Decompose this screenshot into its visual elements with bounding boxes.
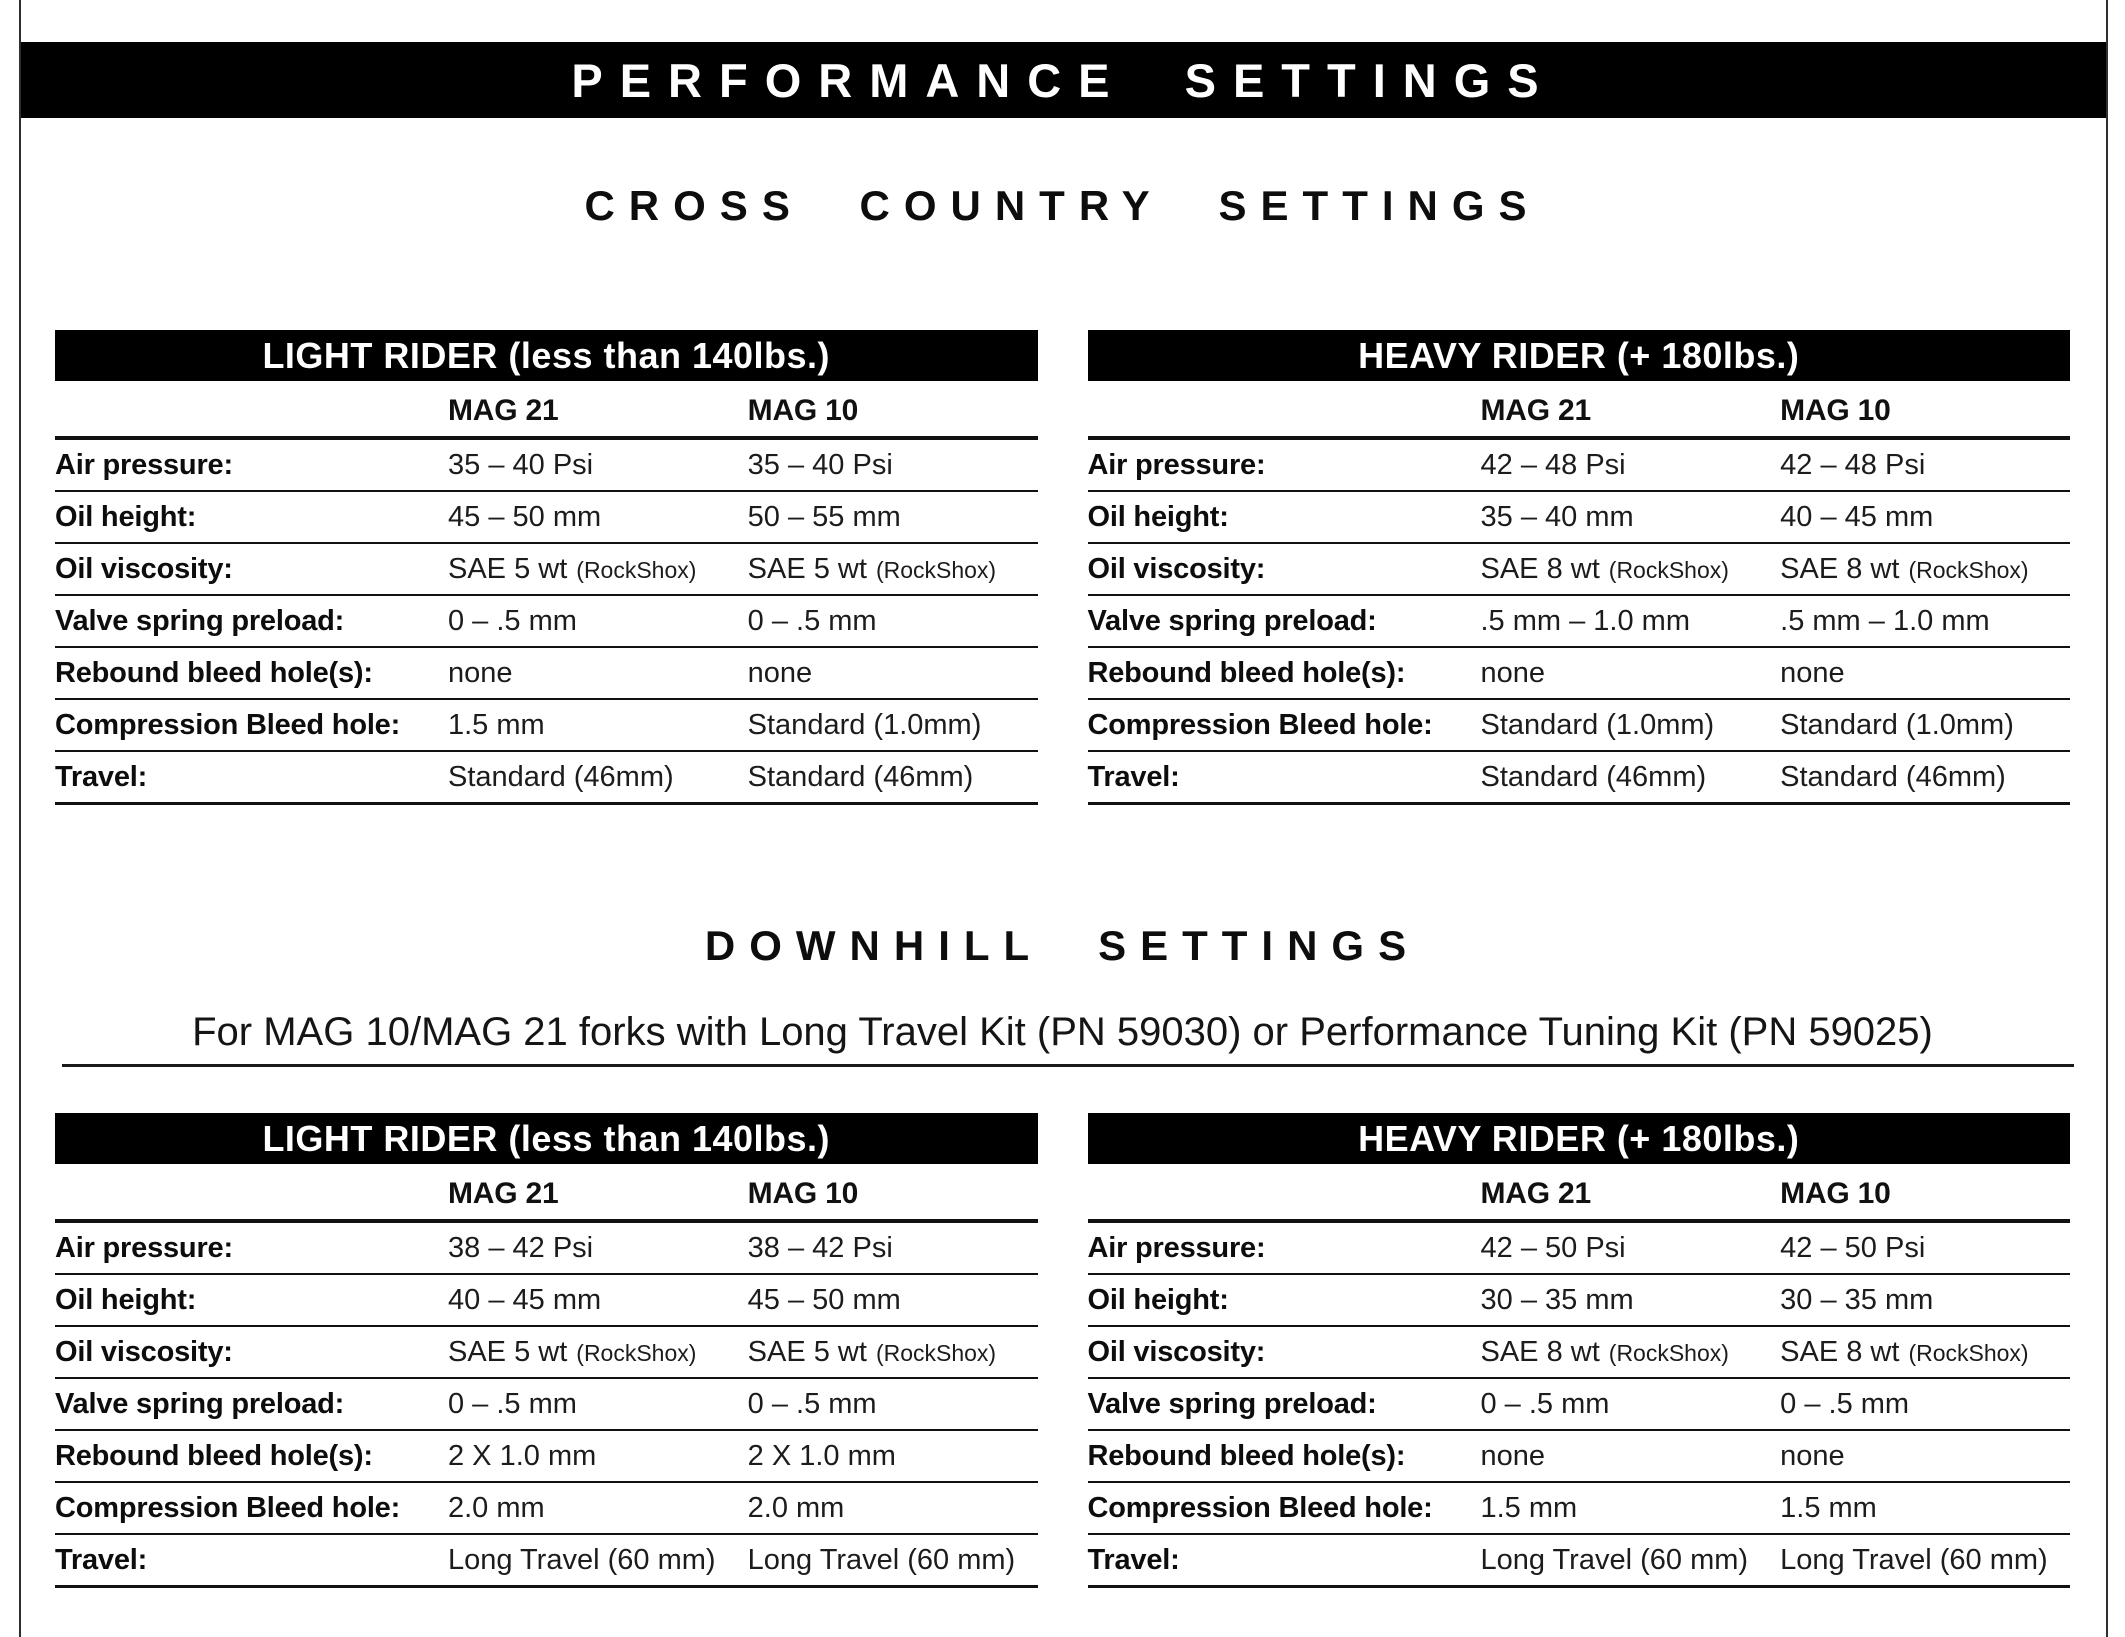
value-text: 0 – .5 mm [1480,1387,1610,1420]
value-text: none [1780,1439,1845,1472]
table-row [55,648,1038,700]
value-text: SAE 5 wt [448,552,568,585]
value-text: .5 mm – 1.0 mm [1480,604,1690,637]
mag10-value [748,449,1038,482]
table-downhill-light-rider [55,1113,1038,1588]
value-text: 35 – 40 mm [1480,500,1634,533]
table-row [1088,1327,2071,1379]
mag10-value [1780,709,2070,742]
table-row [55,1327,1038,1379]
table-row [55,700,1038,752]
column-header-mag10: MAG 10 [1780,394,1891,427]
value-note: (RockShox) [1608,556,1729,583]
row-label: Travel: [55,1543,148,1576]
table-row [1088,648,2071,700]
row-label: Travel: [1087,1543,1180,1576]
table-row [55,492,1038,544]
row-label: Valve spring preload: [1087,1387,1377,1420]
value-text: SAE 8 wt [1480,552,1600,585]
mag21-value [1481,553,1781,586]
row-label: Oil height: [55,1283,197,1316]
value-text: Standard (1.0mm) [1480,708,1715,741]
row-label: Oil height: [1087,1283,1229,1316]
value-text: 0 – .5 mm [448,1387,577,1420]
value-text: 50 – 55 mm [747,500,901,533]
value-text: 40 – 45 mm [448,1283,602,1316]
mag10-value [748,1336,1038,1369]
row-label: Rebound bleed hole(s): [55,656,373,689]
row-label: Rebound bleed hole(s): [55,1439,373,1472]
value-text: 1.5 mm [1480,1491,1578,1524]
row-label: Valve spring preload: [55,1387,345,1420]
mag10-value [1780,1336,2070,1369]
value-text: none [1480,656,1546,689]
mag21-value [448,657,748,690]
row-label: Valve spring preload: [55,604,345,637]
value-text: SAE 8 wt [1780,1335,1900,1368]
row-label: Oil height: [55,500,197,533]
divider-line [62,1064,2074,1067]
value-text: Standard (46mm) [1780,760,2006,793]
value-text: none [448,656,513,689]
row-label: Air pressure: [55,448,233,481]
mag21-value [448,761,748,794]
value-text: 0 – .5 mm [1780,1387,1910,1420]
row-label: Oil height: [1087,500,1229,533]
table-row [1088,1535,2071,1588]
value-note: (RockShox) [875,556,997,583]
mag10-value [748,553,1038,586]
value-text: Standard (1.0mm) [1780,708,2014,741]
mag21-value [448,1544,748,1577]
row-label: Air pressure: [55,1231,233,1264]
value-text: Standard (46mm) [448,760,674,793]
column-header-row [55,1164,1038,1223]
value-text: 0 – .5 mm [448,604,577,637]
mag21-value [1481,1388,1781,1421]
column-header-mag21: MAG 21 [448,1177,559,1210]
mag21-value [448,1492,748,1525]
value-text: Long Travel (60 mm) [747,1543,1016,1576]
table-row [55,544,1038,596]
value-text: 35 – 40 Psi [747,448,893,481]
table-row [1088,1275,2071,1327]
table-row [1088,1431,2071,1483]
cross-country-heading: CROSS COUNTRY SETTINGS [584,182,1541,229]
mag10-value [748,1492,1038,1525]
mag21-value [448,605,748,638]
row-label: Air pressure: [1087,448,1266,481]
table-row [55,1535,1038,1588]
mag21-value [448,709,748,742]
value-text: SAE 5 wt [747,1335,867,1368]
value-text: Standard (46mm) [747,760,974,793]
downhill-subtitle: For MAG 10/MAG 21 forks with Long Travel Kit (PN 59030) or Performance Tuning Kit (PN 59025) [192,1010,1933,1054]
mag10-value [1780,657,2070,690]
table-row [55,1431,1038,1483]
mag21-value [1481,449,1781,482]
mag21-value [448,449,748,482]
mag10-value [1780,1440,2070,1473]
table-header-bar: LIGHT RIDER (less than 140lbs.) [55,1113,1038,1164]
mag21-value [1481,1492,1781,1525]
value-text: SAE 5 wt [747,552,867,585]
mag21-value [448,553,748,586]
table-row [55,1379,1038,1431]
page-banner [21,42,2106,118]
mag21-value [448,501,748,534]
row-label: Rebound bleed hole(s): [1087,1439,1406,1472]
column-header-mag10: MAG 10 [1780,1177,1891,1210]
value-text: 38 – 42 Psi [747,1231,893,1264]
table-row [55,1483,1038,1535]
value-text: 38 – 42 Psi [448,1231,594,1264]
column-header-mag21: MAG 21 [1480,1177,1591,1210]
column-header-mag10: MAG 10 [747,1177,859,1210]
value-note: (RockShox) [1908,1339,2029,1366]
mag10-value [1780,1492,2070,1525]
mag10-value [748,709,1038,742]
value-text: 35 – 40 Psi [448,448,594,481]
mag10-value [748,1440,1038,1473]
row-label: Compression Bleed hole: [55,1491,401,1524]
row-label: Oil viscosity: [55,552,233,585]
row-label: Rebound bleed hole(s): [1087,656,1406,689]
mag21-value [1481,1440,1781,1473]
row-label: Compression Bleed hole: [1087,708,1433,741]
column-header-row [1088,1164,2071,1223]
mag10-value [748,501,1038,534]
value-text: 45 – 50 mm [448,500,602,533]
value-text: 1.5 mm [1780,1491,1877,1524]
mag10-value [748,1284,1038,1317]
value-text: 2 X 1.0 mm [747,1439,896,1472]
table-header-bar: HEAVY RIDER (+ 180lbs.) [1088,330,2071,381]
value-text: SAE 8 wt [1480,1335,1600,1368]
value-text: 42 – 48 Psi [1480,448,1626,481]
value-text: Standard (1.0mm) [747,708,982,741]
row-label: Travel: [55,760,148,793]
mag10-value [1780,501,2070,534]
mag21-value [1481,761,1781,794]
value-text: SAE 5 wt [448,1335,568,1368]
mag10-value [748,605,1038,638]
row-label: Oil viscosity: [55,1335,233,1368]
table-row [55,440,1038,492]
table-row [1088,752,2071,805]
mag10-value [1780,1544,2070,1577]
row-label: Air pressure: [1087,1231,1266,1264]
row-label: Oil viscosity: [1087,1335,1266,1368]
value-text: 2.0 mm [448,1491,545,1524]
mag21-value [1481,1336,1781,1369]
value-text: SAE 8 wt [1780,552,1900,585]
value-text: .5 mm – 1.0 mm [1780,604,1990,637]
mag21-value [1481,709,1781,742]
downhill-heading: DOWNHILL SETTINGS [704,922,1421,969]
mag21-value [1481,1232,1781,1265]
value-note: (RockShox) [1608,1339,1729,1366]
table-row [55,1275,1038,1327]
table-row [1088,1379,2071,1431]
table-row [1088,544,2071,596]
mag10-value [1780,1284,2070,1317]
table-row [1088,440,2071,492]
table-cross-light-rider [55,330,1038,805]
mag10-value [748,761,1038,794]
value-text: 2 X 1.0 mm [448,1439,597,1472]
column-header-row [55,381,1038,440]
mag10-value [1780,553,2070,586]
column-header-mag10: MAG 10 [747,394,859,427]
table-row [55,596,1038,648]
mag21-value [1481,501,1781,534]
value-text: 0 – .5 mm [747,604,877,637]
mag10-value [1780,449,2070,482]
mag10-value [748,1388,1038,1421]
column-header-mag21: MAG 21 [1480,394,1591,427]
downhill-tables [55,1113,2070,1588]
mag10-value [748,1232,1038,1265]
table-row [55,1223,1038,1275]
table-header-bar: HEAVY RIDER (+ 180lbs.) [1088,1113,2071,1164]
table-row [1088,492,2071,544]
table-row [1088,700,2071,752]
value-text: 30 – 35 mm [1480,1283,1634,1316]
table-row [55,752,1038,805]
mag21-value [1481,657,1781,690]
table-downhill-heavy-rider [1088,1113,2071,1588]
column-header-row [1088,381,2071,440]
value-text: none [1780,656,1845,689]
value-text: none [1480,1439,1546,1472]
value-text: 2.0 mm [747,1491,845,1524]
mag10-value [1780,761,2070,794]
mag21-value [448,1232,748,1265]
mag21-value [448,1284,748,1317]
row-label: Compression Bleed hole: [55,708,401,741]
value-note: (RockShox) [576,556,697,583]
mag10-value [748,1544,1038,1577]
value-note: (RockShox) [875,1339,997,1366]
value-text: Long Travel (60 mm) [1780,1543,2048,1576]
row-label: Valve spring preload: [1087,604,1377,637]
cross-country-tables [55,330,2070,805]
table-row [1088,596,2071,648]
value-text: none [747,656,813,689]
mag10-value [748,657,1038,690]
mag10-value [1780,605,2070,638]
column-header-mag21: MAG 21 [448,394,559,427]
value-text: Standard (46mm) [1480,760,1707,793]
value-text: Long Travel (60 mm) [448,1543,716,1576]
table-cross-heavy-rider [1088,330,2071,805]
value-text: 45 – 50 mm [747,1283,901,1316]
table-header-bar: LIGHT RIDER (less than 140lbs.) [55,330,1038,381]
value-text: 42 – 50 Psi [1780,1231,1926,1264]
value-text: 1.5 mm [448,708,545,741]
page-title: PERFORMANCE SETTINGS [571,53,1556,107]
value-text: 42 – 50 Psi [1480,1231,1626,1264]
value-text: 0 – .5 mm [747,1387,877,1420]
mag21-value [448,1388,748,1421]
table-row [1088,1223,2071,1275]
value-note: (RockShox) [576,1339,697,1366]
mag21-value [448,1440,748,1473]
mag21-value [1481,1284,1781,1317]
mag10-value [1780,1388,2070,1421]
value-text: 40 – 45 mm [1780,500,1934,533]
mag21-value [1481,605,1781,638]
mag10-value [1780,1232,2070,1265]
value-text: Long Travel (60 mm) [1480,1543,1749,1576]
value-note: (RockShox) [1908,556,2029,583]
row-label: Oil viscosity: [1087,552,1266,585]
value-text: 30 – 35 mm [1780,1283,1934,1316]
row-label: Travel: [1087,760,1180,793]
value-text: 42 – 48 Psi [1780,448,1926,481]
row-label: Compression Bleed hole: [1087,1491,1433,1524]
mag21-value [1481,1544,1781,1577]
table-row [1088,1483,2071,1535]
mag21-value [448,1336,748,1369]
